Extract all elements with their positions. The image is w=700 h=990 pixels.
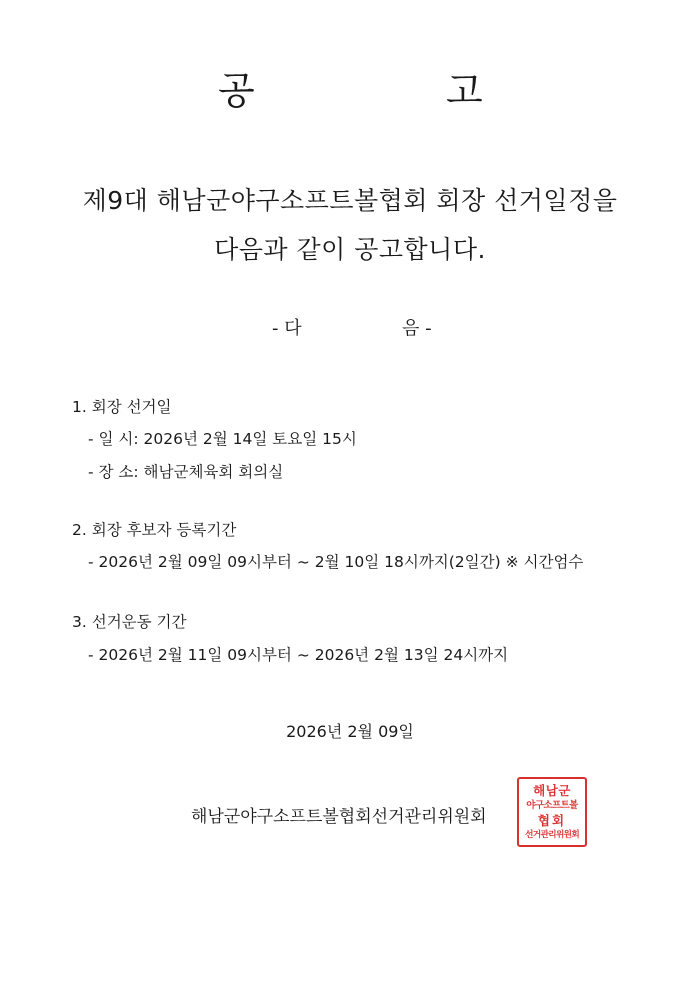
divider-left: - 다	[272, 318, 302, 339]
section-heading-registration: 2. 회장 후보자 등록기간	[72, 521, 237, 539]
notice-date: 2026년 2월 09일	[286, 722, 414, 741]
title-char-go: 고	[446, 69, 483, 113]
list-item-datetime: - 일 시: 2026년 2월 14일 토요일 15시	[88, 430, 357, 448]
seal-line-4: 선거관리위원회	[525, 830, 579, 840]
organization-name: 해남군야구소프트볼협회선거관리위원회	[191, 807, 487, 827]
page-title	[0, 66, 700, 116]
seal-line-1: 해남군	[533, 783, 571, 798]
divider-right: 음 -	[402, 318, 432, 339]
intro-line-2: 다음과 같이 공고합니다.	[214, 235, 486, 264]
section-divider-daum	[0, 316, 700, 342]
section-heading-campaign: 3. 선거운동 기간	[72, 613, 187, 631]
section-heading-election-date: 1. 회장 선거일	[72, 398, 172, 416]
list-item-location: - 장 소: 해남군체육회 회의실	[88, 463, 284, 481]
official-seal-stamp	[517, 777, 587, 847]
title-char-gong: 공	[218, 69, 255, 113]
intro-line-1: 제9대 해남군야구소프트볼협회 회장 선거일정을	[82, 186, 618, 215]
list-item-campaign-period: - 2026년 2월 11일 09시부터 ~ 2026년 2월 13일 24시까지	[88, 646, 509, 664]
seal-line-3: 협회	[537, 813, 567, 828]
seal-line-2: 야구소프트볼	[526, 800, 578, 811]
list-item-registration-period: - 2026년 2월 09일 09시부터 ~ 2월 10일 18시까지(2일간) ※ 시간엄수	[88, 553, 584, 571]
